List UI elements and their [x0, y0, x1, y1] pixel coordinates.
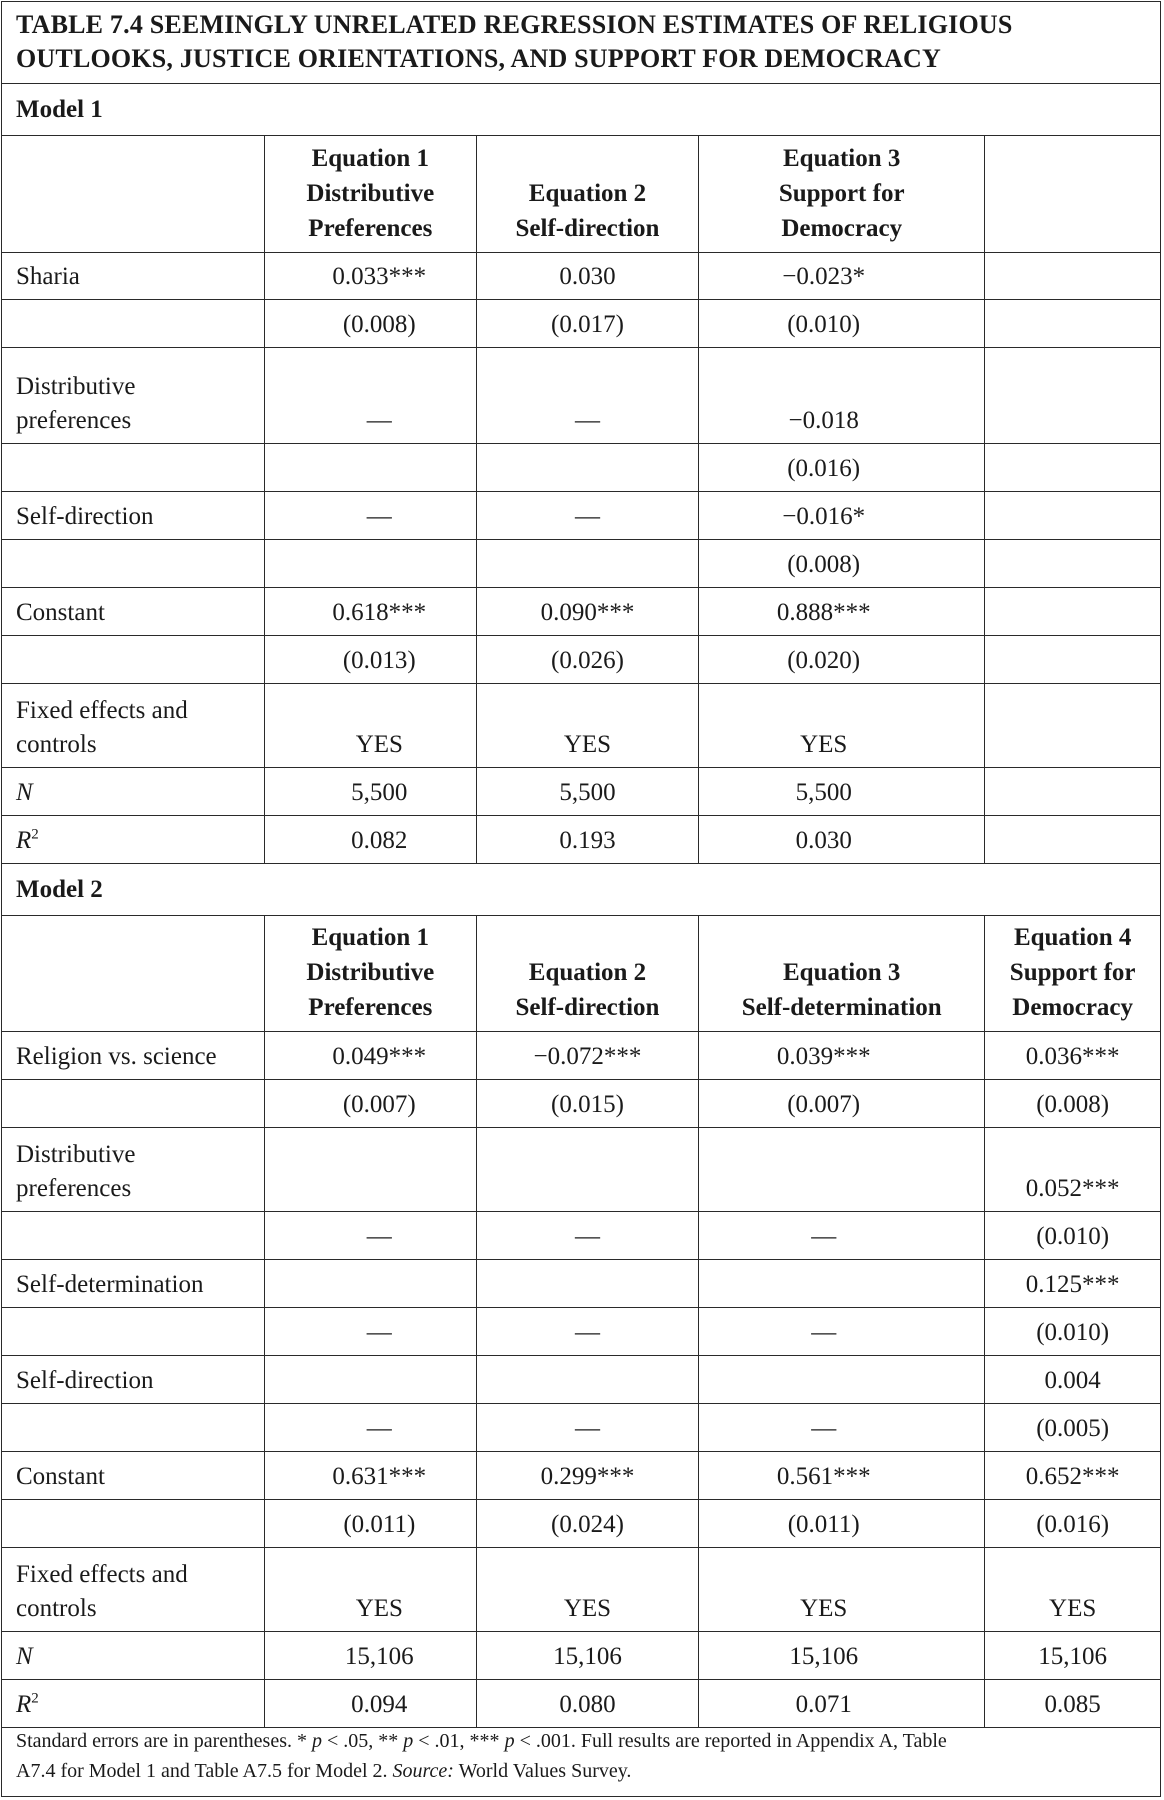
value-cell: 5,500	[699, 767, 985, 815]
model-2-table	[2, 916, 1160, 1729]
row-label-cell	[2, 1128, 264, 1212]
value-cell: (0.017)	[476, 299, 698, 347]
row-label-line	[16, 1040, 264, 1074]
value-cell: 0.033***	[264, 252, 476, 299]
table-row	[2, 1308, 1160, 1356]
value-cell: −0.072***	[476, 1032, 698, 1080]
equation-header-line: Self-determination	[741, 994, 942, 1021]
value-cell: 0.090***	[476, 587, 698, 635]
row-label-text: Distributive	[16, 1141, 136, 1168]
row-label-text: controls	[16, 1595, 97, 1622]
table-title	[2, 2, 1160, 84]
row-label-line	[16, 1364, 264, 1398]
row-label-line	[16, 1172, 264, 1206]
value-cell: (0.007)	[699, 1080, 985, 1128]
row-label-cell	[2, 491, 264, 539]
value-cell: 5,500	[476, 767, 698, 815]
row-label-text: Sharia	[16, 262, 80, 290]
footnote-text: Standard errors are in parentheses. *	[16, 1730, 312, 1752]
equation-header-row	[2, 136, 1160, 252]
value-cell: (0.013)	[264, 635, 476, 683]
value-cell: YES	[476, 1548, 698, 1632]
row-label-text: Self-direction	[16, 502, 154, 530]
superscript: 2	[31, 1690, 39, 1707]
value-cell: (0.011)	[264, 1500, 476, 1548]
value-cell: —	[264, 1212, 476, 1260]
value-cell	[699, 1356, 985, 1404]
row-label-text: Constant	[16, 598, 105, 626]
header-corner-cell	[2, 136, 264, 252]
equation-header-line: Equation 3	[782, 959, 901, 986]
table-row	[2, 635, 1160, 683]
table-title-line-2: OUTLOOKS, JUSTICE ORIENTATIONS, AND SUPPORT FOR DEMOCRACY	[16, 44, 941, 73]
value-cell: —	[476, 347, 698, 443]
equation-header-line: Self-direction	[515, 994, 660, 1021]
value-cell	[985, 587, 1160, 635]
value-cell	[699, 1260, 985, 1308]
value-cell	[476, 443, 698, 491]
footnote-p-symbol: p	[312, 1730, 322, 1752]
value-cell: 0.094	[264, 1680, 476, 1728]
row-label-cell	[2, 815, 264, 863]
footnote-p-symbol: p	[403, 1730, 414, 1752]
equation-header-line: Equation 2	[528, 959, 647, 986]
row-label-cell	[2, 1032, 264, 1080]
value-cell: —	[264, 347, 476, 443]
value-cell: 0.125***	[985, 1260, 1160, 1308]
value-cell: —	[476, 491, 698, 539]
row-label-text: controls	[16, 730, 97, 758]
value-cell: (0.010)	[699, 299, 985, 347]
value-cell: (0.005)	[985, 1404, 1160, 1452]
value-cell: 15,106	[264, 1632, 476, 1680]
value-cell: 0.082	[264, 815, 476, 863]
footnote-source-label: Source:	[392, 1760, 454, 1782]
table-row	[2, 683, 1160, 767]
value-cell: 0.052***	[985, 1128, 1160, 1212]
equation-header-cell	[985, 916, 1160, 1032]
value-cell: (0.008)	[985, 1080, 1160, 1128]
table-row	[2, 1080, 1160, 1128]
equation-header-cell	[264, 916, 476, 1032]
table-row	[2, 1500, 1160, 1548]
value-cell: (0.010)	[985, 1308, 1160, 1356]
row-label-cell	[2, 1080, 264, 1128]
model-1-table	[2, 136, 1160, 864]
value-cell: —	[264, 1308, 476, 1356]
table-row	[2, 491, 1160, 539]
value-cell: 0.004	[985, 1356, 1160, 1404]
value-cell: YES	[476, 683, 698, 767]
value-cell: —	[699, 1308, 985, 1356]
row-label-line	[16, 694, 264, 728]
value-cell: (0.008)	[699, 539, 985, 587]
footnote-text: World Values Survey.	[453, 1760, 632, 1782]
table-row	[2, 1356, 1160, 1404]
value-cell: —	[264, 491, 476, 539]
value-cell: 0.036***	[985, 1032, 1160, 1080]
table-row	[2, 1452, 1160, 1500]
value-cell: 0.071	[699, 1680, 985, 1728]
equation-header-line: Equation 1	[311, 924, 430, 951]
value-cell: 0.030	[476, 252, 698, 299]
row-label-cell	[2, 539, 264, 587]
row-label-text: R	[16, 826, 32, 854]
table-row	[2, 587, 1160, 635]
value-cell	[264, 1260, 476, 1308]
value-cell: (0.026)	[476, 635, 698, 683]
row-label-text: preferences	[16, 406, 132, 434]
value-cell: (0.010)	[985, 1212, 1160, 1260]
value-cell	[264, 443, 476, 491]
row-label-cell	[2, 299, 264, 347]
value-cell: 0.618***	[264, 587, 476, 635]
footnote-text: A7.4 for Model 1 and Table A7.5 for Model 2.	[16, 1760, 393, 1782]
equation-header-cell	[699, 916, 985, 1032]
value-cell: 0.039***	[699, 1032, 985, 1080]
value-cell: —	[264, 1404, 476, 1452]
table-row	[2, 1128, 1160, 1212]
value-cell: YES	[264, 683, 476, 767]
row-label-cell	[2, 767, 264, 815]
table-row	[2, 815, 1160, 863]
row-label-line	[16, 1138, 264, 1172]
superscript: 2	[31, 826, 39, 843]
value-cell: —	[699, 1404, 985, 1452]
value-cell: (0.011)	[699, 1500, 985, 1548]
value-cell: 0.049***	[264, 1032, 476, 1080]
value-cell: (0.016)	[699, 443, 985, 491]
footnote-text: < .001. Full results are reported in Appendix A, Table	[514, 1730, 947, 1752]
row-label-text: Fixed effects and	[16, 1561, 188, 1588]
table-row	[2, 539, 1160, 587]
row-label-line	[16, 1592, 264, 1626]
table-row	[2, 299, 1160, 347]
table-row	[2, 252, 1160, 299]
value-cell: (0.015)	[476, 1080, 698, 1128]
value-cell: 0.193	[476, 815, 698, 863]
value-cell: —	[476, 1212, 698, 1260]
row-label-line	[16, 1268, 264, 1302]
row-label-text: R	[16, 1691, 32, 1718]
table-row	[2, 1632, 1160, 1680]
row-label-line	[16, 596, 264, 630]
row-label-line	[16, 728, 264, 762]
model-2-heading: Model 2	[2, 864, 1160, 916]
equation-header-cell	[985, 136, 1160, 252]
equation-header-line: Preferences	[308, 994, 433, 1021]
value-cell: —	[476, 1404, 698, 1452]
equation-header-line: Equation 1	[311, 144, 430, 172]
footnote-line-1	[16, 1726, 1146, 1756]
value-cell: 0.631***	[264, 1452, 476, 1500]
table-row	[2, 1404, 1160, 1452]
value-cell	[264, 1356, 476, 1404]
row-label-text: Constant	[16, 1463, 105, 1490]
value-cell: YES	[699, 683, 985, 767]
equation-header-cell	[699, 136, 985, 252]
row-label-cell	[2, 1632, 264, 1680]
value-cell	[264, 539, 476, 587]
row-label-line	[16, 824, 264, 858]
footnote-text: < .05, **	[322, 1730, 404, 1752]
value-cell: YES	[264, 1548, 476, 1632]
row-label-line	[16, 1640, 264, 1674]
value-cell	[264, 1128, 476, 1212]
row-label-line	[16, 1558, 264, 1592]
row-label-cell	[2, 1452, 264, 1500]
row-label-text: Religion vs. science	[16, 1043, 217, 1070]
row-label-text: preferences	[16, 1175, 132, 1202]
row-label-text: Self-determination	[16, 1271, 204, 1298]
value-cell: 15,106	[699, 1632, 985, 1680]
value-cell	[985, 815, 1160, 863]
row-label-cell	[2, 1308, 264, 1356]
equation-header-line: Democracy	[1012, 994, 1134, 1021]
row-label-cell	[2, 587, 264, 635]
row-label-text: Self-direction	[16, 1367, 154, 1394]
value-cell: 0.085	[985, 1680, 1160, 1728]
footnote-line-2	[16, 1756, 1146, 1786]
value-cell: —	[699, 1212, 985, 1260]
table-row	[2, 443, 1160, 491]
value-cell	[985, 347, 1160, 443]
table-document	[1, 1, 1161, 1797]
value-cell: 0.561***	[699, 1452, 985, 1500]
row-label-cell	[2, 1212, 264, 1260]
value-cell: (0.016)	[985, 1500, 1160, 1548]
equation-header-line: Democracy	[781, 214, 903, 242]
value-cell: 0.652***	[985, 1452, 1160, 1500]
footnote-text: < .01, ***	[413, 1730, 505, 1752]
model-1-heading: Model 1	[2, 84, 1160, 136]
row-label-line	[16, 404, 264, 438]
table-row	[2, 1260, 1160, 1308]
equation-header-line: Preferences	[308, 214, 433, 242]
table-row	[2, 1212, 1160, 1260]
row-label-cell	[2, 1548, 264, 1632]
row-label-cell	[2, 443, 264, 491]
equation-header-line: Support for	[778, 179, 905, 207]
value-cell: 0.888***	[699, 587, 985, 635]
equation-header-line: Equation 4	[1013, 924, 1132, 951]
footnote-p-symbol: p	[504, 1730, 515, 1752]
value-cell: −0.018	[699, 347, 985, 443]
value-cell: (0.020)	[699, 635, 985, 683]
row-label-line	[16, 500, 264, 534]
table-row	[2, 347, 1160, 443]
equation-header-cell	[264, 136, 476, 252]
value-cell	[476, 1356, 698, 1404]
value-cell: 0.080	[476, 1680, 698, 1728]
row-label-cell	[2, 1500, 264, 1548]
value-cell: 15,106	[476, 1632, 698, 1680]
table-row	[2, 1548, 1160, 1632]
equation-header-line: Self-direction	[515, 214, 660, 242]
value-cell	[476, 539, 698, 587]
equation-header-line: Equation 3	[782, 144, 901, 172]
row-label-line	[16, 370, 264, 404]
value-cell: (0.007)	[264, 1080, 476, 1128]
row-label-cell	[2, 1356, 264, 1404]
value-cell	[985, 491, 1160, 539]
value-cell: 0.030	[699, 815, 985, 863]
equation-header-cell	[476, 136, 698, 252]
row-label-cell	[2, 347, 264, 443]
row-label-text: N	[16, 1643, 33, 1670]
row-label-line	[16, 260, 264, 294]
equation-header-line: Equation 2	[528, 179, 647, 207]
value-cell: YES	[985, 1548, 1160, 1632]
table-row	[2, 767, 1160, 815]
value-cell	[985, 683, 1160, 767]
value-cell	[985, 767, 1160, 815]
row-label-cell	[2, 1260, 264, 1308]
value-cell: 5,500	[264, 767, 476, 815]
value-cell	[985, 299, 1160, 347]
row-label-text: Distributive	[16, 372, 136, 400]
equation-header-row	[2, 916, 1160, 1032]
equation-header-line: Distributive	[306, 959, 435, 986]
row-label-line	[16, 1460, 264, 1494]
equation-header-line: Distributive	[306, 179, 435, 207]
row-label-text: N	[16, 778, 33, 806]
value-cell	[985, 252, 1160, 299]
value-cell: −0.016*	[699, 491, 985, 539]
equation-header-cell	[476, 916, 698, 1032]
value-cell: —	[476, 1308, 698, 1356]
table-row	[2, 1032, 1160, 1080]
row-label-cell	[2, 252, 264, 299]
header-corner-cell	[2, 916, 264, 1032]
value-cell	[985, 443, 1160, 491]
value-cell: 15,106	[985, 1632, 1160, 1680]
value-cell	[476, 1128, 698, 1212]
value-cell: (0.024)	[476, 1500, 698, 1548]
value-cell: YES	[699, 1548, 985, 1632]
equation-header-line: Support for	[1009, 959, 1136, 986]
value-cell: −0.023*	[699, 252, 985, 299]
table-title-line-1: TABLE 7.4 SEEMINGLY UNRELATED REGRESSION ESTIMATES OF RELIGIOUS	[16, 10, 1013, 39]
value-cell	[985, 539, 1160, 587]
row-label-cell	[2, 1404, 264, 1452]
table-footnote	[2, 1714, 1160, 1796]
row-label-text: Fixed effects and	[16, 696, 188, 724]
row-label-line	[16, 776, 264, 810]
value-cell	[985, 635, 1160, 683]
value-cell	[476, 1260, 698, 1308]
value-cell: (0.008)	[264, 299, 476, 347]
row-label-cell	[2, 683, 264, 767]
row-label-cell	[2, 635, 264, 683]
value-cell: 0.299***	[476, 1452, 698, 1500]
value-cell	[699, 1128, 985, 1212]
